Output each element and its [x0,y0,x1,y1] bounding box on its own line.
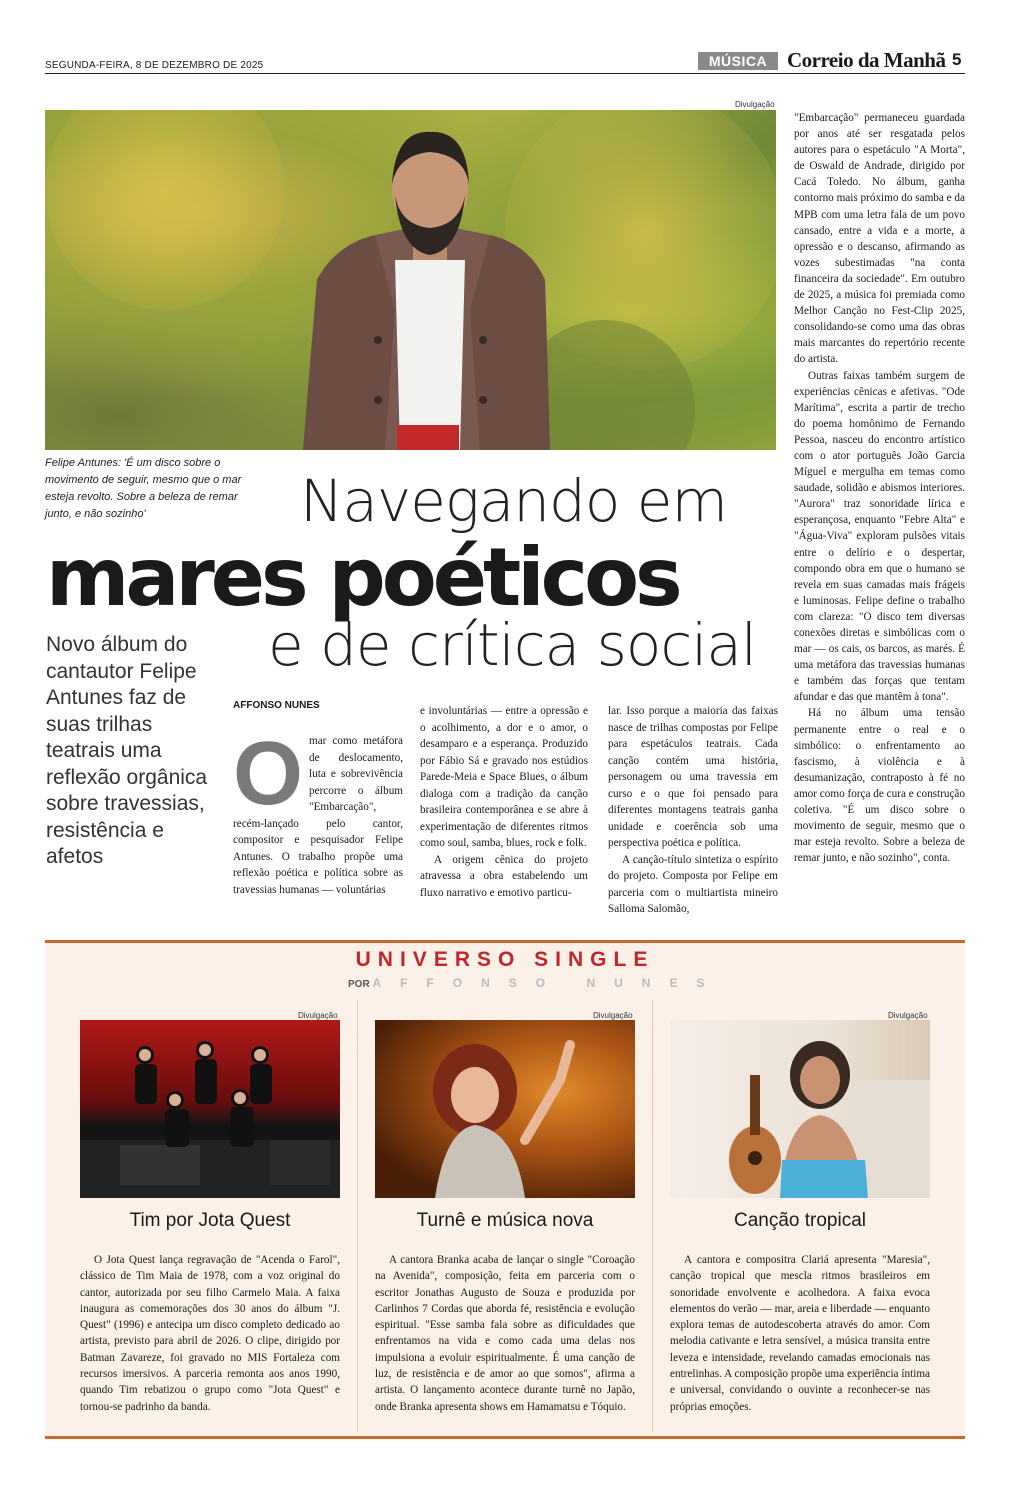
box-author: AFFONSO NUNES [372,976,724,990]
column-divider [357,1000,358,1432]
article-paragraph: Outras faixas também surgem de experiências cênicas e afetivas. "Ode Marítima", escrita a partir de trecho do poema homônimo de Fernando Pessoa, nasceu do encontro artístico com o ator português João Garcia Míguel e mergulha em temas como saudade, solidão e abismos interiores. "Aurora" traz sonoridade lírica e esperançosa, enquanto "Febre Alta" e "Água-Viva" exploram pulsões vitais entre o delírio e o despertar, compondo obra em que o humano se revela em suas camadas mais frágeis e luminosas. Felipe define o trabalho com clareza: "O disco tem diversas conexões diretas e simbólicas com o mar — os cais, os barcos, as marés. É uma metáfora das travessias humanas e também das forças que tentam afundar e das que mantêm à tona". [794,369,965,704]
singer-illustration [375,1020,635,1198]
article-paragraph: mar como metáfora de deslocamento, luta e sobrevivência percorre o álbum "Embarcação", recém-lançado pelo cantor, compositor e pesquisador Felipe Antunes. O trabalho propõe uma reflexão poética e política sobre as travessias humanas — voluntárias [233,735,403,896]
photo-caption: Felipe Antunes: 'É um disco sobre o movimento de seguir, mesmo que o mar esteja revolto. Sobre a beleza de remar junto, e não sozinho' [45,457,242,520]
article-paragraph: A origem cênica do projeto atravessa a obra estabelendo um fluxo narrativo e emotivo particu- [420,853,588,899]
dropcap: O [233,724,304,824]
box-byline [348,976,723,990]
card-photo-guitar [670,1020,930,1198]
article-column-4 [794,110,965,866]
card-text [80,1252,340,1415]
card-text [670,1252,930,1415]
issue-date: SEGUNDA-FEIRA, 8 DE DEZEMBRO DE 2025 [45,60,264,71]
article-paragraph: "Embarcação" permaneceu guardada por anos até ser resgatada pelos autores para o espetáculo "A Morta", de Oswald de Andrade, dirigido por Cacá Toledo. No álbum, ganha contorno mais próximo do samba e da MPB com uma letra fala de um povo cansado, entre a vida e a morte, a opressão e o descanso, afirmando as vozes subestimadas "na conta financeira da sociedade". Em outubro de 2025, a música foi premiada como Melhor Canção no Fest-Clip 2025, consolidando-se como uma das obras mais marcantes do repertório recente do artista. [794,112,965,366]
article-column-2 [420,703,588,901]
article-column-1 [233,724,403,898]
headline-line2: mares poéticos [46,531,679,624]
card-photo-credit: Divulgação [888,1011,928,1020]
main-photo [45,110,776,450]
headline-line1: Navegando em [300,467,727,535]
guitarist-illustration [670,1020,930,1198]
article-paragraph: A canção-título sintetiza o espírito do projeto. Composta por Felipe em parceria com o multiartista mineiro Salloma Salomão, [608,853,778,915]
page-number: 5 [952,50,962,69]
box-top-rule [45,940,965,943]
article-byline: AFFONSO NUNES [233,700,320,711]
card-text [375,1252,635,1415]
photo-credit-label: Divulgação [735,100,775,109]
article-column-3 [608,703,778,918]
card-title: Canção tropical [733,1210,867,1231]
card-title: Turnê e música nova [416,1210,594,1231]
box-bottom-rule [45,1436,965,1439]
column-divider [652,1000,653,1432]
box-by-label: POR [348,979,370,990]
card-paragraph: O Jota Quest lança regravação de "Acenda o Farol", clássico de Tim Maia de 1978, com a voz original do cantor, autorizada por seu filho Carmelo Maia. A faixa inaugura as comemorações dos 30 anos do álbum "J. Quest" (1996) e antecipa um disco completo dedicado ao artista, previsto para abril de 2026. O clipe, dirigido por Batman Zavareze, foi gravado no MIS Fortaleza com recursos imersivos. A parceria remonta aos anos 1990, quando Tim rebatizou o grupo como "Jota Quest" e tornou-se padrinho da banda. [80,1254,340,1413]
card-photo-credit: Divulgação [298,1011,338,1020]
card-paragraph: A cantora e compositra Clariá apresenta "Maresia", canção tropical que mescla ritmos brasileiros em sonoridade envolvente e acolhedora. A faixa evoca elementos do verão — mar, areia e liberdade — enquanto explora temas de autodescoberta através do amor. Com melodia cativante e letra sensível, a música transita entre leveza e intensidade, revelando camadas emocionais nas entrelinhas. A composição propõe uma experiência íntima e universal, convidando o ouvinte a reconhecer-se nas próprias emoções. [670,1254,930,1413]
section-tag: MÚSICA [698,52,778,70]
card-photo-credit: Divulgação [593,1011,633,1020]
article-paragraph: Há no álbum uma tensão permanente entre o real e o simbólico: o enfrentamento ao fascismo, à violência e à desumanização, contraposto à fé no amor como força de cura e construção coletiva. "É um disco sobre o movimento de seguir, mesmo que o mar esteja revolto. Sobre a beleza de remar junto, e não sozinho", conta. [794,707,965,865]
portrait-illustration [45,110,776,450]
headline-line3: e de crítica social [268,611,756,679]
card-paragraph: A cantora Branka acaba de lançar o single "Coroação na Avenida", composição, feita em parceria com o escritor Jonathas Augusto de Souza e produzida por Carlinhos 7 Cordas que aborda fé, resistência e evolução espiritual. "Esse samba fala sobre as dificuldades que enfrentamos na vida e como cada uma delas nos impulsiona a evoluir espiritualmente. É uma canção de luz, de resistência e de amor ao que somos", afirma a artista. O lançamento acontece durante turnê no Japão, onde Branka apresenta shows em Hamamatsu e Tóquio. [375,1254,635,1413]
article-deck: Novo álbum do cantautor Felipe Antunes faz de suas trilhas teatrais uma reflexão orgânica sobre travessias, resistência e afetos [46,633,208,868]
article-paragraph: lar. Isso porque a maioria das faixas nasce de trilhas compostas por Felipe para espetáculos teatrais. Cada canção contém uma história, personagem ou uma travessia em curso e o que foi pensado para diferentes montagens teatrais ganha unidade e coerência sob uma perspectiva poética e política. [608,705,778,849]
card-photo-singer [375,1020,635,1198]
card-photo-band [80,1020,340,1198]
article-paragraph: e involuntárias — entre a opressão e o acolhimento, a dor e o amor, o desamparo e a esperança. Produzido por Fábio Sá e gravado nos estúdios Parede-Meia e Space Blues, o álbum dialoga com a tradição da canção brasileira contemporânea e se abre à experimentação de diferentes ritmos como soul, samba, blues, rock e folk. [420,705,588,849]
card-title: Tim por Jota Quest [129,1210,291,1231]
box-title: UNIVERSO SINGLE [355,948,655,971]
band-illustration [80,1020,340,1198]
newspaper-name: Correio da Manhã [787,48,946,72]
header-rule [45,73,965,74]
